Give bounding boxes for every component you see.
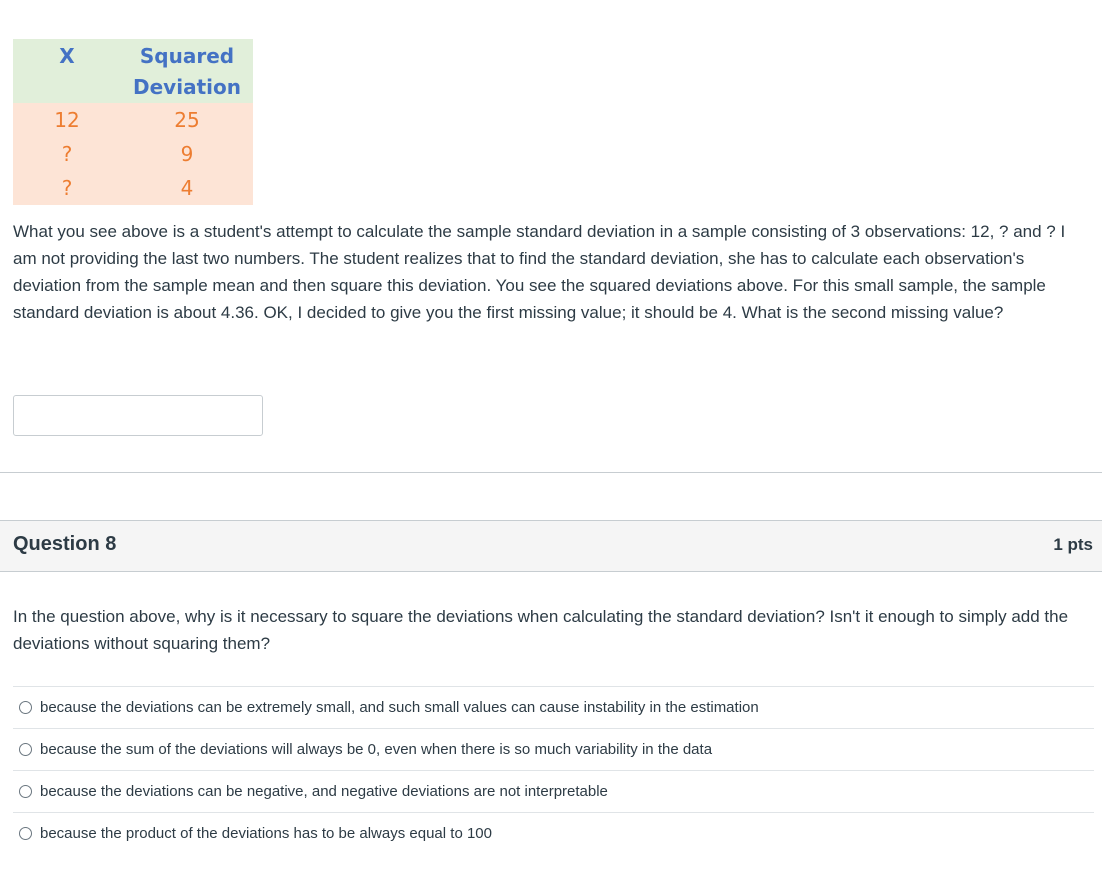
radio-button[interactable] xyxy=(19,827,32,840)
radio-button[interactable] xyxy=(19,743,32,756)
table-row xyxy=(13,137,253,171)
cell-squared-deviation: 25 xyxy=(174,108,200,132)
table-row xyxy=(13,171,253,205)
question8-header xyxy=(0,520,1102,572)
table-row xyxy=(13,103,253,137)
header-x: X xyxy=(59,44,75,68)
header-squared-deviation xyxy=(121,39,253,103)
cell-x: 12 xyxy=(54,108,80,132)
question-divider xyxy=(0,472,1102,473)
answer-option[interactable] xyxy=(13,728,1094,770)
cell-x: ? xyxy=(61,142,73,166)
answer-option-label: because the sum of the deviations will always be 0, even when there is so much variability in the data xyxy=(40,741,713,758)
answer-option[interactable] xyxy=(13,686,1094,728)
cell-squared-deviation: 4 xyxy=(180,176,194,200)
answer-option-label: because the deviations can be negative, and negative deviations are not interpretable xyxy=(40,783,608,800)
table-header-row xyxy=(13,39,253,103)
question8-points: 1 pts xyxy=(1053,535,1093,554)
radio-button[interactable] xyxy=(19,785,32,798)
question8-title: Question 8 xyxy=(13,533,117,555)
cell-squared-deviation: 9 xyxy=(180,142,194,166)
header-squared-line1: Squared xyxy=(139,44,235,68)
answer-option[interactable] xyxy=(13,812,1094,854)
cell-x: ? xyxy=(61,176,73,200)
radio-button[interactable] xyxy=(19,701,32,714)
answer-option-label: because the deviations can be extremely small, and such small values can cause instability in the estimation xyxy=(40,699,759,716)
deviation-table xyxy=(13,39,253,205)
answer-options xyxy=(13,686,1094,854)
header-squared-line2: Deviation xyxy=(133,75,241,99)
question7-text: What you see above is a student's attempt to calculate the sample standard deviation in a sample consisting of 3 observations: 12, ? and ? I am not providing the last two numbers. The student realizes that to find the standard deviation, she has to calculate each observation's deviation from the sample mean and then square this deviation. You see the squared deviations above. For this small sample, the sample standard deviation is about 4.36. OK, I decided to give you the first missing value; it should be 4. What is the second missing value? xyxy=(13,222,1066,322)
answer-option[interactable] xyxy=(13,770,1094,812)
answer-input[interactable] xyxy=(13,395,263,436)
question8-text: In the question above, why is it necessary to square the deviations when calculating the standard deviation? Isn't it enough to simply add the deviations without squaring them? xyxy=(13,607,1069,653)
answer-option-label: because the product of the deviations has to be always equal to 100 xyxy=(40,825,492,842)
